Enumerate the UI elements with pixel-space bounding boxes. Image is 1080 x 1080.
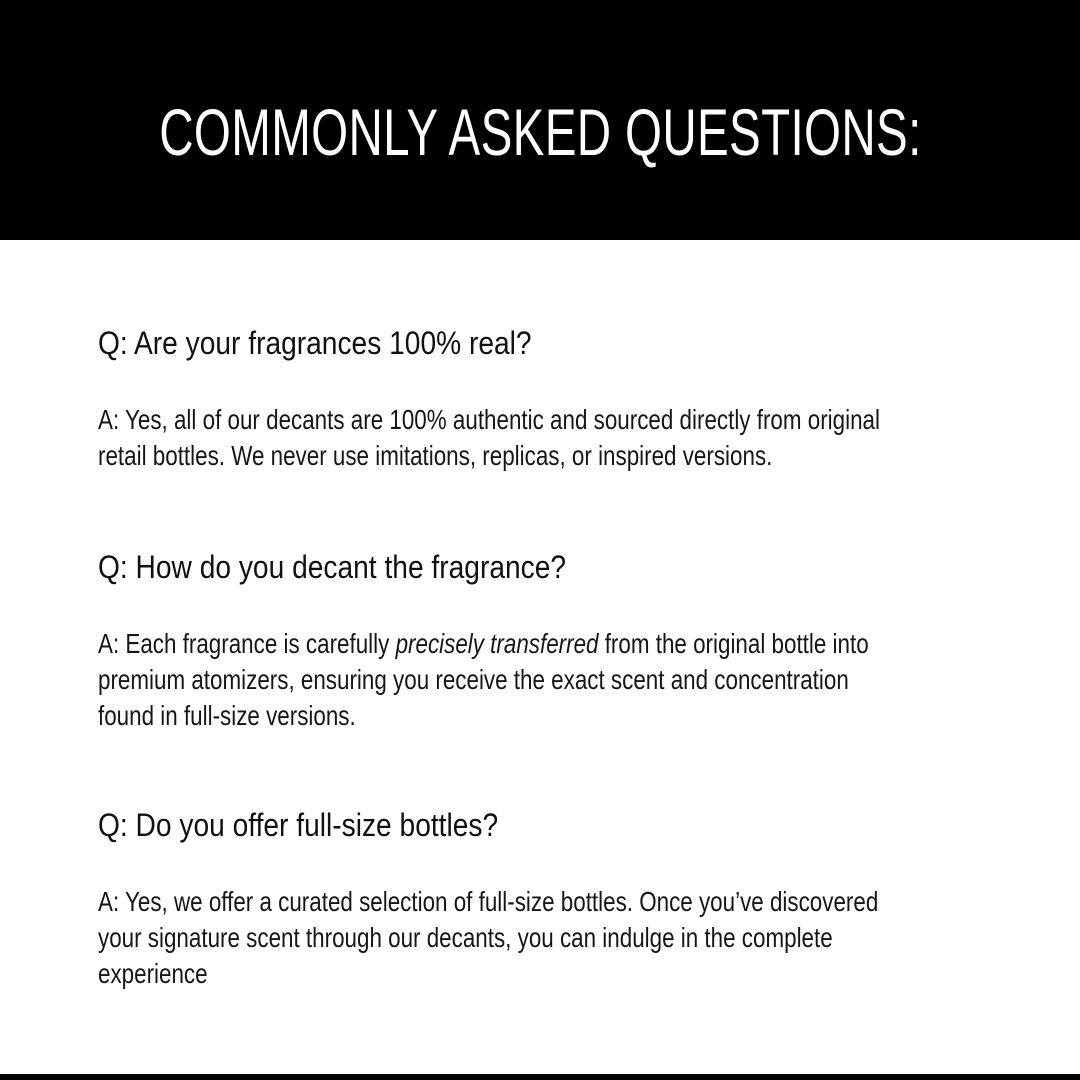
- answer-line: premium atomizers, ensuring you receive the exact scent and concentration: [98, 664, 849, 695]
- answer-line: A: Yes, we offer a curated selection of full-size bottles. Once you’ve discovered: [98, 886, 879, 917]
- italic-phrase: precisely transferred: [395, 628, 599, 659]
- question-heading: Q: How do you decant the fragrance?: [98, 549, 567, 585]
- question-heading: Q: Are your fragrances 100% real?: [98, 325, 532, 361]
- faq-section-real-fragrances: [98, 326, 1020, 474]
- answer-text: [98, 626, 1020, 734]
- page-title: COMMONLY ASKED QUESTIONS:: [158, 95, 922, 169]
- question-heading: Q: Do you offer full-size bottles?: [98, 807, 499, 843]
- answer-line: found in full-size versions.: [98, 700, 356, 731]
- answer-text: [98, 884, 1020, 992]
- faq-section-full-size-bottles: [98, 808, 1020, 992]
- answer-text: [98, 402, 1020, 474]
- header-band: [0, 0, 1080, 240]
- bottom-accent-bar: [0, 1074, 1080, 1080]
- answer-line: A: Yes, all of our decants are 100% authentic and sourced directly from original: [98, 404, 880, 435]
- answer-line: [98, 626, 869, 662]
- faq-section-decant-process: [98, 550, 1020, 734]
- faq-content: [0, 326, 1080, 992]
- answer-line: your signature scent through our decants, you can indulge in the complete: [98, 922, 833, 953]
- answer-line-pre: A: Each fragrance is carefully: [98, 628, 396, 659]
- answer-line: retail bottles. We never use imitations, replicas, or inspired versions.: [98, 440, 773, 471]
- answer-line: experience: [98, 958, 208, 989]
- answer-line-post: from the original bottle into: [598, 628, 869, 659]
